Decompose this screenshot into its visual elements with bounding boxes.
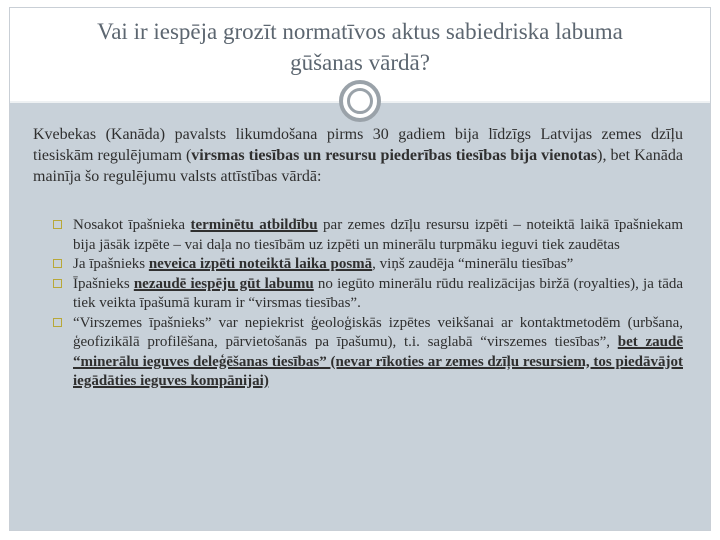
- bullet-text: par zemes dzīļu resursu izpēti – noteiktā laikā īpašniekam bija jāsāk izpēte – vai daļa no tiesībām uz izpēti un minerālu turpmāku ieguvi tiek zaudētas: [73, 217, 683, 253]
- title-line-1: Vai ir iespēja grozīt normatīvos aktus sabiedriska labuma: [97, 19, 623, 44]
- bullet-emphasis: neveica izpēti noteiktā laika posmā: [148, 256, 373, 272]
- intro-paragraph: [33, 124, 683, 187]
- bullet-text: Nosakot īpašnieka: [73, 217, 191, 233]
- bullet-text: no iegūto minerālu rūdu realizācijas biržā (royalties), ja tāda tiek veikta īpašumā kuram ir “virsmas tiesības”.: [73, 275, 684, 311]
- list-item: [53, 216, 683, 255]
- list-item: [53, 314, 683, 392]
- intro-text-start: Kvebekas (Kanāda) pavalsts likumdošana pirms 30 gadiem bija līdzīgs Latvijas zemes dzīļu tiesiskām regulējumam (: [33, 126, 683, 164]
- bullet-emphasis: nezaudē iespēju gūt labumu: [133, 275, 314, 292]
- bullet-emphasis: terminētu atbildību: [190, 217, 318, 233]
- title-line-2: gūšanas vārdā?: [290, 50, 430, 75]
- square-bullet-icon: [53, 279, 62, 288]
- slide-title: [10, 16, 710, 78]
- list-item: [53, 275, 683, 314]
- bullet-text: “Virszemes īpašnieks” var nepiekrist ģeoloģiskās izpētes veikšanai ar kontaktmetodēm (urbšana, ģeofizikālā profilēšana, pārvietošanās pa īpašumu), t.i. saglabā “virszemes tiesības”,: [73, 314, 683, 350]
- ring-ornament-icon: [339, 80, 381, 122]
- bullet-text: Ja īpašnieks: [73, 256, 149, 272]
- square-bullet-icon: [53, 220, 62, 229]
- intro-text-end: ), bet Kanāda mainīja šo regulējumu valsts attīstības vārdā:: [33, 147, 683, 185]
- bullet-list: [53, 216, 683, 392]
- bullet-text: , viņš zaudēja “minerālu tiesības”: [372, 256, 574, 272]
- square-bullet-icon: [53, 318, 62, 327]
- intro-text-bold: virsmas tiesības un resursu piederības tiesības bija vienotas: [191, 147, 598, 164]
- ring-inner: [347, 88, 373, 114]
- list-item: [53, 255, 683, 275]
- bullet-text: Īpašnieks: [73, 275, 134, 292]
- square-bullet-icon: [53, 259, 62, 268]
- bullet-emphasis: bet zaudē “minerālu ieguves deleģēšanas tiesības” (nevar rīkoties ar zemes dzīļu resursiem, tos piedāvājot iegādāties ieguves kompānijai): [73, 334, 684, 389]
